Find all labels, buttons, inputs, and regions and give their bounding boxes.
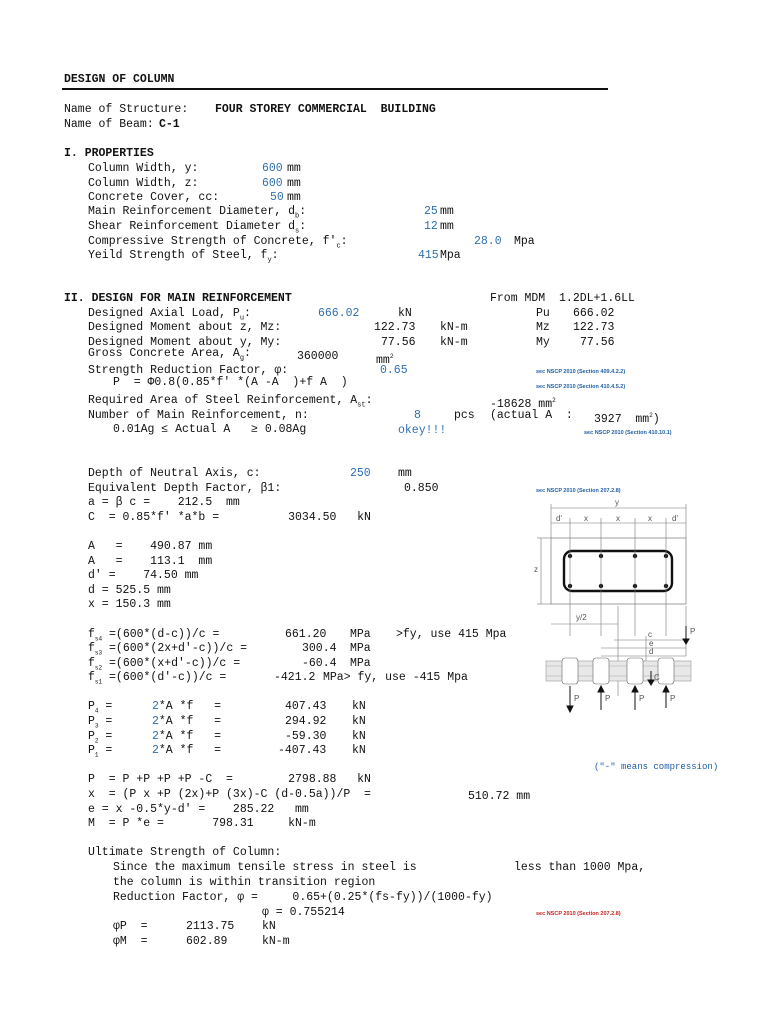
mdm-mz-value: 122.73 <box>573 321 615 334</box>
mz-label: Designed Moment about z, Mz: <box>88 321 282 334</box>
dim-label: c <box>648 630 652 639</box>
phipn-label: φP = <box>113 920 148 933</box>
dim-label: x <box>616 514 620 523</box>
title-underline <box>62 88 608 90</box>
dim-label: e <box>649 639 654 648</box>
ultimate-heading: Ultimate Strength of Column: <box>88 846 282 859</box>
ast-label: Required Area of Steel Reinforcement, $A_{st}$: <box>88 394 373 410</box>
phimn-value: 602.89 <box>186 935 228 948</box>
c-value: 250 <box>350 467 371 480</box>
force-expr: 2*A *f = <box>152 715 222 728</box>
compression-note: ("-" means compression) <box>594 762 719 772</box>
force-value: -407.43 <box>278 744 327 757</box>
prop-unit-fc: Mpa <box>514 235 535 248</box>
as2-line: A = 113.1 mm <box>88 555 213 568</box>
force-label: $P_1$ = <box>88 744 113 759</box>
force-label: P <box>670 694 676 703</box>
dim-label: z <box>534 565 538 574</box>
my-unit: kN-m <box>440 336 468 349</box>
prop-unit-shear-dia: mm <box>440 220 454 233</box>
prop-value-main-dia: 25 <box>424 205 438 218</box>
stress-row: $f_{s2} =(600*(x+d'-c))/c$ = <box>88 657 241 672</box>
prop-unit-main-dia: mm <box>440 205 454 218</box>
prop-label-width-y: Column Width, y: <box>88 162 199 175</box>
force-unit: kN <box>352 744 366 757</box>
mn-line: M = P *e = 798.31 kN-m <box>88 817 316 830</box>
c-label: Depth of Neutral Axis, c: <box>88 467 261 480</box>
actual-label: (actual A : <box>490 409 573 422</box>
mdm-title: From MDM 1.2DL+1.6LL <box>490 292 635 305</box>
prop-label-fc: Compressive Strength of Concrete, $f'_c$: <box>88 235 348 251</box>
x-line: x = 150.3 mm <box>88 598 171 611</box>
prop-value-width-y: 600 <box>262 162 283 175</box>
beta-label: Equivalent Depth Factor, β1: <box>88 482 282 495</box>
phipn-value: 2113.75 <box>186 920 235 933</box>
ag-value: 360000 <box>297 350 339 363</box>
axial-label: Designed Axial Load, $P_u$: <box>88 307 251 323</box>
my-value: 77.56 <box>381 336 416 349</box>
pu-formula: P = Φ0.8(0.85*f' *(A -A )+f A ) <box>113 376 348 389</box>
ag-unit: $mm^2$ <box>376 353 394 367</box>
force-label: $P_2$ = <box>88 730 113 745</box>
stress-unit: MPa <box>350 628 371 641</box>
prop-unit-width-z: mm <box>287 177 301 190</box>
e-line: e = x -0.5*y-d' = 285.22 mm <box>88 803 309 816</box>
mz-value: 122.73 <box>374 321 416 334</box>
mdm-my-label: My <box>536 336 550 349</box>
prop-unit-cover: mm <box>287 191 301 204</box>
phimn-label: φM = <box>113 935 148 948</box>
force-value: 407.43 <box>285 700 327 713</box>
prop-value-cover: 50 <box>270 191 284 204</box>
structure-label: Name of Structure: <box>64 103 189 116</box>
structure-value: FOUR STOREY COMMERCIAL BUILDING <box>215 103 436 116</box>
force-value: 294.92 <box>285 715 327 728</box>
prop-label-cover: Concrete Cover, cc: <box>88 191 220 204</box>
stress-row: $f_{s3} =(600*(2x+d'-c))/c$ = <box>88 642 248 657</box>
force-expr: 2*A *f = <box>152 700 222 713</box>
cc-line: C = 0.85*f' *a*b = 3034.50 kN <box>88 511 371 524</box>
dim-label: y <box>615 498 619 507</box>
xp-line: x = (P x +P (2x)+P (3x)-C (d-0.5a))/P = <box>88 788 371 801</box>
check-value: okey!!! <box>398 424 447 437</box>
force-unit: kN <box>352 715 366 728</box>
force-label: C <box>654 673 660 682</box>
phi-result: φ = 0.755214 <box>262 906 345 919</box>
stress-value: 661.20 <box>285 628 327 641</box>
force-expr: 2*A *f = <box>152 730 222 743</box>
page-title: DESIGN OF COLUMN <box>64 73 175 86</box>
prop-value-fy: 415 <box>418 249 439 262</box>
dim-label: y/2 <box>576 613 587 622</box>
force-value: -59.30 <box>285 730 327 743</box>
prop-label-main-dia: Main Reinforcement Diameter, $d_b$: <box>88 205 307 221</box>
actual-value: 3927 $mm^2$) <box>594 412 660 426</box>
stress-row: $f_{s4} =(600*(d-c))/c$ = <box>88 628 220 643</box>
force-label: P <box>639 694 645 703</box>
stress-block-band <box>546 658 691 684</box>
my-label: Designed Moment about y, My: <box>88 336 282 349</box>
beam-value: C-1 <box>159 118 180 131</box>
dprime-line: d' = 74.50 mm <box>88 569 199 582</box>
as1-line: A = 490.87 mm <box>88 540 213 553</box>
ref-409-4-2-2: sec NSCP 2010 (Section 409.4.2.2) <box>536 369 626 375</box>
mdm-pu-label: Pu <box>536 307 550 320</box>
reduction-factor-line: Reduction Factor, φ = 0.65+(0.25*(fs-fy))/(1000-fy) <box>113 891 493 904</box>
ref-207-2-8-a: sec NSCP 2010 (Section 207.2.8) <box>536 488 621 494</box>
ultimate-line1b: less than 1000 Mpa, <box>514 861 646 874</box>
mdm-mz-label: Mz <box>536 321 550 334</box>
ref-410-10-1: sec NSCP 2010 (Section 410.10.1) <box>584 430 672 436</box>
n-label: Number of Main Reinforcement, n: <box>88 409 309 422</box>
design-heading: II. DESIGN FOR MAIN REINFORCEMENT <box>64 292 292 305</box>
force-expr: 2*A *f = <box>152 744 222 757</box>
prop-value-width-z: 600 <box>262 177 283 190</box>
stress-row: $f_{s1} =(600*(d'-c))/c$ = <box>88 671 227 686</box>
axial-value: 666.02 <box>318 307 360 320</box>
a-line: a = β c = 212.5 mm <box>88 496 240 509</box>
dim-label: d' <box>672 514 678 523</box>
check-label: 0.01Ag ≤ Actual A ≥ 0.08Ag <box>113 423 307 436</box>
force-label: $P_4$ = <box>88 700 113 715</box>
n-unit: pcs <box>454 409 475 422</box>
d-line: d = 525.5 mm <box>88 584 171 597</box>
stress-value: 300.4 <box>302 642 337 655</box>
rebar-group <box>568 554 668 588</box>
dim-label: d <box>649 647 654 656</box>
ultimate-line2: the column is within transition region <box>113 876 376 889</box>
stress-note: >fy, use 415 Mpa <box>396 628 507 641</box>
prop-unit-fy: Mpa <box>440 249 461 262</box>
prop-label-fy: Yeild Strength of Steel, $f_y$: <box>88 249 279 265</box>
stress-value: -60.4 <box>302 657 337 670</box>
force-unit: kN <box>352 700 366 713</box>
c-unit: mm <box>398 467 412 480</box>
ultimate-line1: Since the maximum tensile stress in steel is <box>113 861 417 874</box>
stress-unit: MPa <box>350 657 371 670</box>
phi-label: Strength Reduction Factor, φ: <box>88 364 289 377</box>
prop-label-width-z: Column Width, z: <box>88 177 199 190</box>
mdm-my-value: 77.56 <box>580 336 615 349</box>
prop-label-shear-dia: Shear Reinforcement Diameter $d_s$: <box>88 220 307 236</box>
xp-value: 510.72 mm <box>468 790 531 803</box>
pn-line: P = P +P +P +P -C = 2798.88 kN <box>88 773 371 786</box>
force-unit: kN <box>352 730 366 743</box>
stirrup <box>564 551 672 591</box>
axial-unit: kN <box>398 307 412 320</box>
n-value: 8 <box>414 409 421 422</box>
mz-unit: kN-m <box>440 321 468 334</box>
force-label: P <box>690 627 696 636</box>
mdm-pu-value: 666.02 <box>573 307 615 320</box>
properties-heading: I. PROPERTIES <box>64 147 154 160</box>
ref-410-4-5-2: sec NSCP 2010 (Section 410.4.5.2) <box>536 384 626 390</box>
stress-unit: MPa> fy, use -415 Mpa <box>323 671 468 684</box>
prop-unit-width-y: mm <box>287 162 301 175</box>
prop-value-fc: 28.0 <box>474 235 502 248</box>
beam-label: Name of Beam: <box>64 118 154 131</box>
dim-label: x <box>648 514 652 523</box>
force-label: $P_3$ = <box>88 715 113 730</box>
phipn-unit: kN <box>262 920 276 933</box>
prop-value-shear-dia: 12 <box>424 220 438 233</box>
ag-label: Gross Concrete Area, $A_g$: <box>88 347 251 363</box>
phimn-unit: kN-m <box>262 935 290 948</box>
dim-label: d' <box>556 514 562 523</box>
ast-value: -18628 $mm^2$ <box>490 397 556 411</box>
force-label: P <box>574 694 580 703</box>
phi-value: 0.65 <box>380 364 408 377</box>
column-section-diagram <box>536 496 704 728</box>
force-label: P <box>605 694 611 703</box>
dim-label: x <box>584 514 588 523</box>
stress-value: -421.2 <box>274 671 316 684</box>
stress-unit: MPa <box>350 642 371 655</box>
ref-207-2-8-b: sec NSCP 2010 (Section 207.2.8) <box>536 911 621 917</box>
beta-value: 0.850 <box>404 482 439 495</box>
